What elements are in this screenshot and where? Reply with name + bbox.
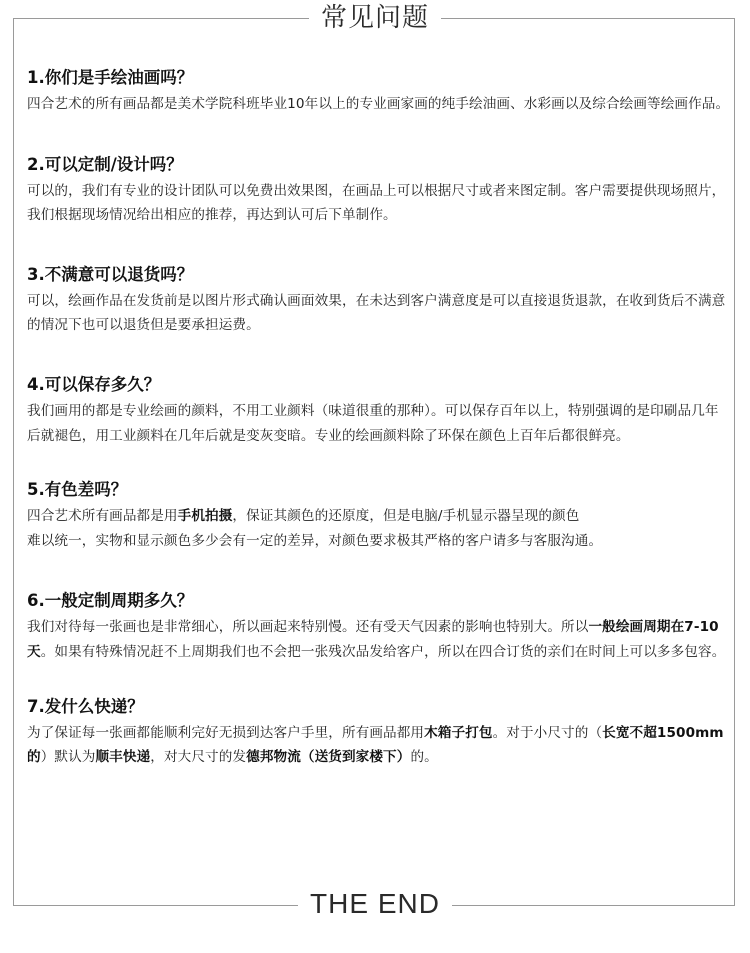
faq-item-5 <box>27 476 731 553</box>
answer-text: 。如果有特殊情况赶不上周期我们也不会把一张残次品发给客户，所以在四合订货的亲们在时间上可以多多包容。 <box>40 643 726 660</box>
faq-question: 6.一般定制周期多久？ <box>27 591 194 611</box>
faq-item-6 <box>27 587 731 664</box>
faq-answer: 可以，绘画作品在发货前是以图片形式确认画面效果，在未达到客户满意度是可以直接退货退款，在收到货后不满意的情况下也可以退货但是要承担运费。 <box>27 292 726 334</box>
faq-question: 3.不满意可以退货吗？ <box>27 264 194 284</box>
faq-question: 5.有色差吗？ <box>27 480 128 500</box>
faq-item-3 <box>27 261 731 338</box>
page-footer <box>0 882 750 926</box>
answer-highlight: 手机拍摄 <box>177 508 233 525</box>
faq-item-4 <box>27 371 731 448</box>
faq-answer <box>27 615 731 664</box>
answer-text: 我们对待每一张画也是非常细心，所以画起来特别慢。还有受天气因素的影响也特别大。所以 <box>27 619 589 636</box>
faq-answer-line-1 <box>27 504 731 529</box>
faq-item-7 <box>27 693 731 770</box>
answer-text: 四合艺术所有画品都是用 <box>27 508 178 525</box>
faq-question: 2.可以定制/设计吗？ <box>27 154 183 174</box>
faq-item-2 <box>27 151 731 228</box>
answer-text: ，对大尺寸的发 <box>150 749 247 766</box>
end-label: THE END <box>298 882 452 926</box>
faq-answer: 四合艺术的所有画品都是美术学院科班毕业10年以上的专业画家画的纯手绘油画、水彩画以及综合绘画等绘画作品。 <box>27 96 730 112</box>
faq-question: 1.你们是手绘油画吗？ <box>27 68 194 87</box>
answer-text: 为了保证每一张画都能顺利完好无损到达客户手里，所有画品都用 <box>27 724 425 741</box>
answer-highlight: 德邦物流（送货到家楼下） <box>246 749 411 766</box>
answer-highlight: 一般绘画周期在7-10天 <box>27 619 719 660</box>
page-header <box>0 0 750 36</box>
faq-question: 7.发什么快递？ <box>27 696 144 716</box>
faq-answer: 可以的，我们有专业的设计团队可以免费出效果图，在画品上可以根据尺寸或者来图定制。客户需要提供现场照片，我们根据现场情况给出相应的推荐，再达到认可后下单制作。 <box>27 182 726 224</box>
faq-list <box>27 60 731 770</box>
faq-answer: 我们画用的都是专业绘画的颜料，不用工业颜料（味道很重的那种）。可以保存百年以上，特别强调的是印刷品几年后就褪色，用工业颜料在几年后就是变灰变暗。专业的绘画颜料除了环保在颜色上百年后都很鲜亮。 <box>27 402 719 444</box>
answer-text: ）默认为 <box>40 749 96 766</box>
faq-answer <box>27 721 731 770</box>
answer-text: 。对于小尺寸的（ <box>492 724 603 741</box>
answer-text: ，保证其颜色的还原度，但是电脑/手机显示器呈现的颜色 <box>232 508 580 525</box>
faq-question: 4.可以保存多久？ <box>27 374 161 394</box>
answer-highlight: 长宽不超1500mm的 <box>27 724 724 766</box>
answer-text: 的。 <box>410 749 438 766</box>
answer-highlight: 顺丰快递 <box>95 749 151 766</box>
answer-highlight: 木箱子打包 <box>424 724 493 741</box>
page-title: 常见问题 <box>309 0 441 36</box>
faq-item-1 <box>27 64 731 117</box>
faq-answer-line-2: 难以统一，实物和显示颜色多少会有一定的差异，对颜色要求极其严格的客户请多与客服沟通。 <box>27 532 603 549</box>
